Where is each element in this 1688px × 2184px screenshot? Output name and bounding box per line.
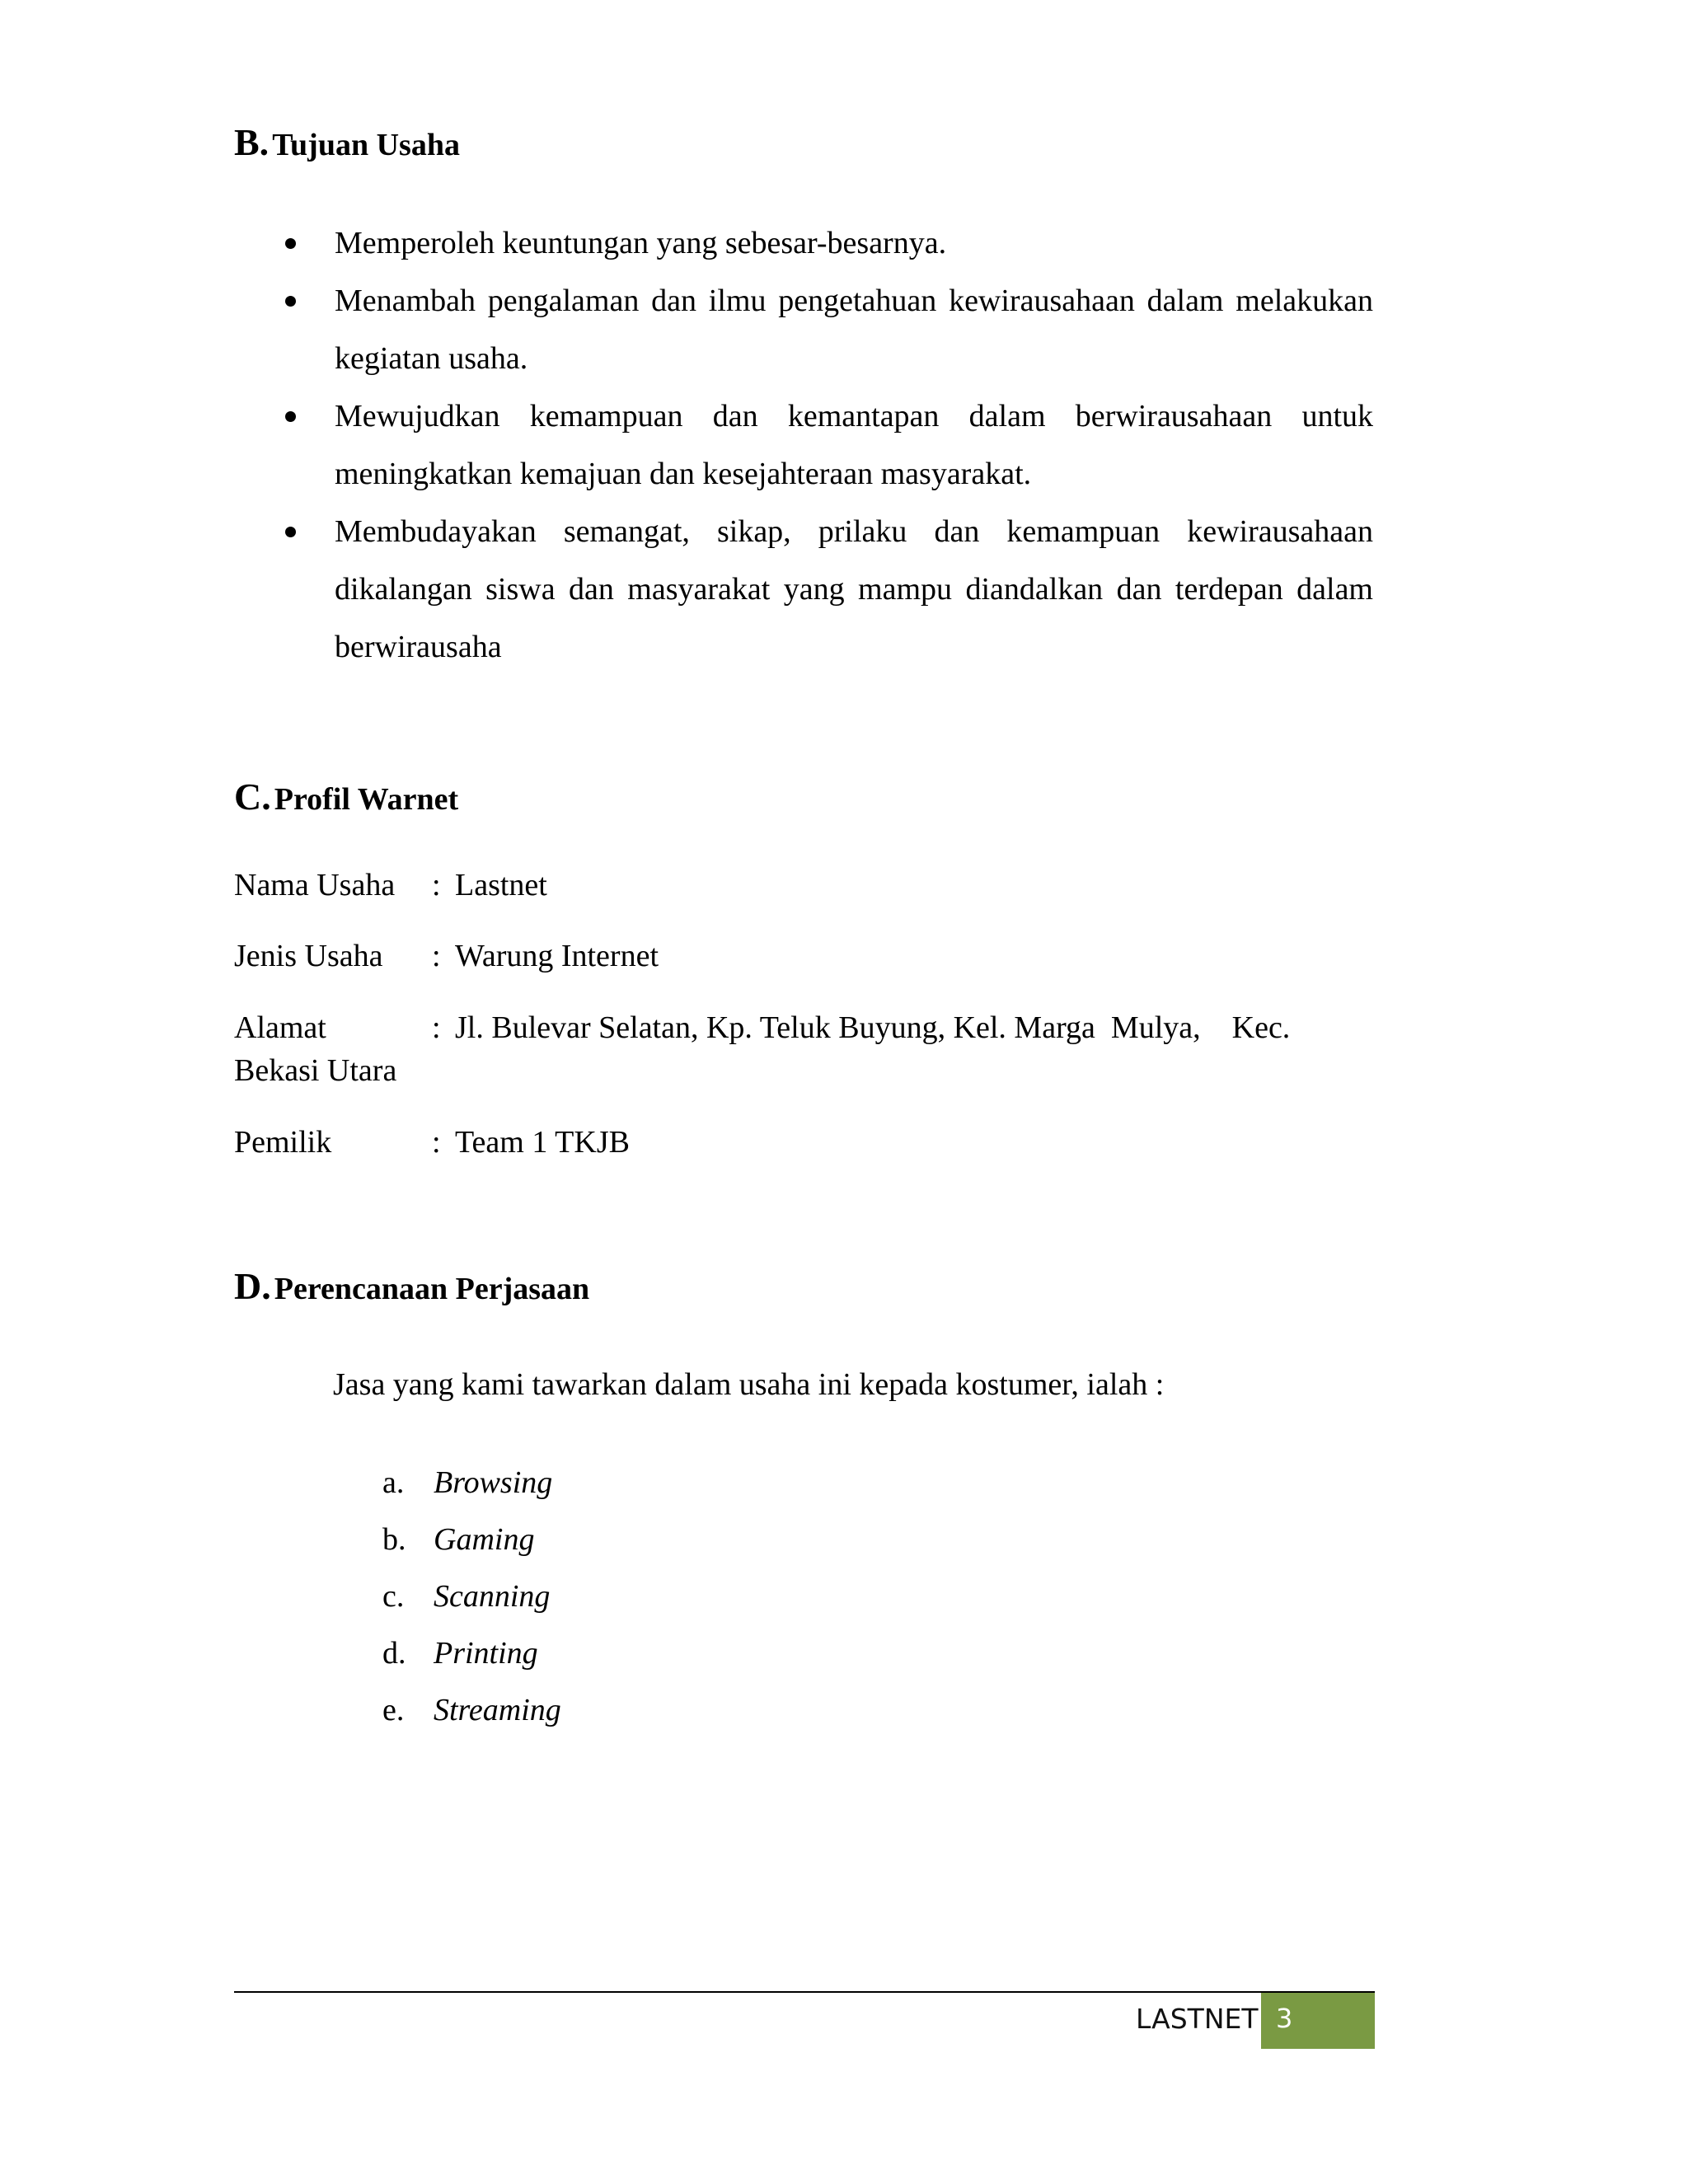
tujuan-list [285,214,1373,676]
list-item [382,1511,561,1568]
list-marker: e. [382,1693,405,1727]
bullet-icon [285,296,296,307]
list-item [382,1568,561,1625]
list-item [285,272,1373,387]
profile-label: Alamat [234,1010,326,1045]
bullet-icon [285,238,296,249]
list-item-text: Menambah pengalaman dan ilmu pengetahuan kewirausahaan dalam melakukan kegiatan usaha. [335,284,1373,376]
profile-value: Warung Internet [455,939,659,973]
section-d-title: Perencanaan Perjasaan [274,1272,590,1306]
service-name: Streaming [434,1693,561,1727]
bullet-icon [285,411,296,422]
profile-label: Jenis Usaha [234,939,383,973]
service-name: Scanning [434,1579,551,1614]
footer-divider [234,1991,1375,1993]
profile-row-alamat: Alamat : Jl. Bulevar Selatan, Kp. Teluk Buyung, Kel. Marga Mulya, Kec. Bekasi Utara [234,1006,1388,1092]
list-marker: d. [382,1636,406,1671]
list-item [382,1682,561,1739]
list-item [382,1625,561,1682]
profile-label: Pemilik [234,1125,332,1160]
section-c-letter: C. [234,776,271,818]
profile-row-nama-usaha: Nama Usaha : Lastnet [234,864,1388,907]
section-b-letter: B. [234,121,270,163]
section-d-heading [234,1264,589,1308]
service-name: Printing [434,1636,538,1671]
section-c-heading [234,775,458,818]
list-marker: b. [382,1522,406,1557]
service-name: Browsing [434,1465,553,1500]
list-item-text: Memperoleh keuntungan yang sebesar-besarnya. [335,226,947,260]
profile-label: Nama Usaha [234,868,396,902]
services-list [382,1455,561,1739]
profile-value: Lastnet [455,868,547,902]
list-marker: a. [382,1465,405,1500]
service-name: Gaming [434,1522,535,1557]
list-item [285,214,1373,272]
profile-row-jenis-usaha: Jenis Usaha : Warung Internet [234,935,1388,977]
page-number: 3 [1276,2003,1293,2034]
profile-value-continuation: Bekasi Utara [234,1053,397,1088]
section-d-letter: D. [234,1265,271,1307]
list-item-text: Mewujudkan kemampuan dan kemantapan dalam berwirausahaan untuk meningkatkan kemajuan dan kesejahteraan masyarakat. [335,399,1373,491]
profile-value: Team 1 TKJB [455,1125,630,1160]
bullet-icon [285,527,296,537]
profile-value: Jl. Bulevar Selatan, Kp. Teluk Buyung, Kel. Marga Mulya, Kec. [455,1010,1291,1045]
section-b-heading [234,120,460,164]
section-c-title: Profil Warnet [274,782,459,817]
list-item [382,1455,561,1511]
page-number-box [1261,1993,1375,2049]
footer-brand: LASTNET [1136,2003,1259,2035]
list-item [285,503,1373,676]
section-b-title: Tujuan Usaha [272,128,460,162]
profile-row-pemilik: Pemilik : Team 1 TKJB [234,1121,1388,1164]
list-item [285,387,1373,503]
list-item-text: Membudayakan semangat, sikap, prilaku dan kemampuan kewirausahaan dikalangan siswa dan masyarakat yang mampu diandalkan dan terdepan dalam berwirausaha [335,514,1373,664]
services-intro: Jasa yang kami tawarkan dalam usaha ini kepada kostumer, ialah : [333,1367,1165,1402]
list-marker: c. [382,1579,405,1614]
